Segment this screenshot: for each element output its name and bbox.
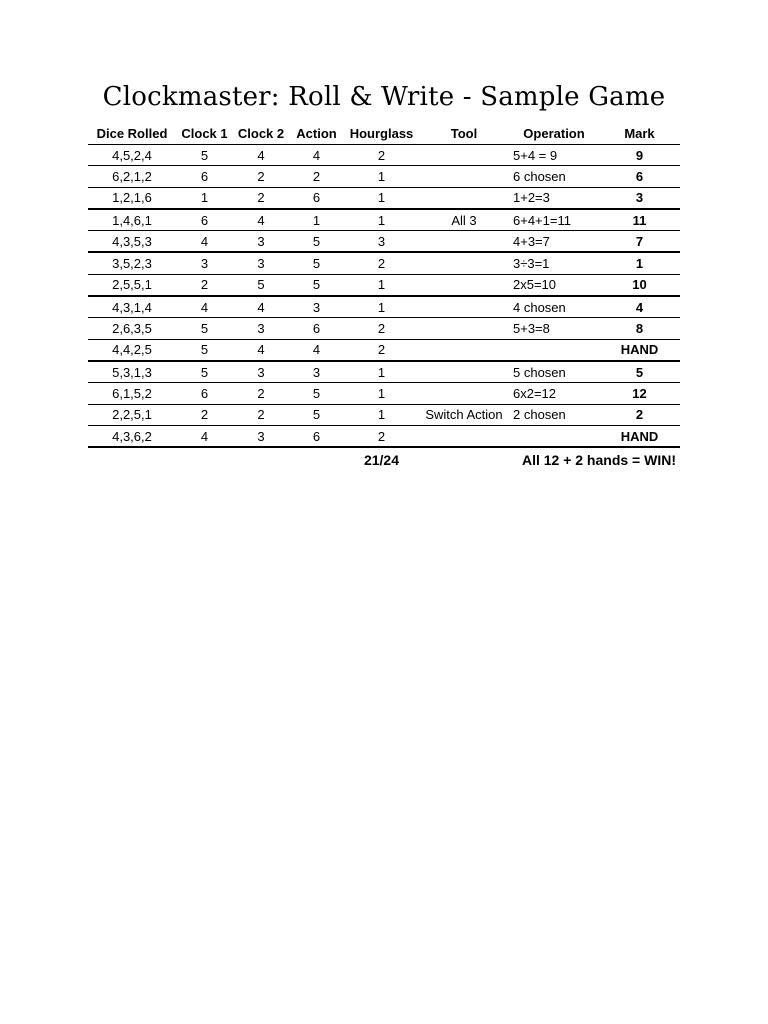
- operation-cell: 4 chosen: [509, 296, 599, 318]
- tool-cell: [419, 252, 509, 274]
- mark-cell: HAND: [599, 425, 680, 447]
- clock1-cell: 5: [176, 361, 233, 383]
- operation-cell: 1+2=3: [509, 187, 599, 209]
- clock1-cell: 4: [176, 296, 233, 318]
- dice-cell: 2,6,3,5: [88, 318, 176, 339]
- dice-cell: 6,2,1,2: [88, 166, 176, 187]
- hourglass-cell: 1: [344, 361, 419, 383]
- table-row: [88, 166, 680, 187]
- header-operation: Operation: [509, 122, 599, 145]
- clock2-cell: 3: [233, 318, 289, 339]
- clock2-cell: 2: [233, 383, 289, 404]
- action-cell: 2: [289, 166, 344, 187]
- tool-cell: [419, 361, 509, 383]
- footer-spacer: [88, 447, 344, 472]
- clock1-cell: 6: [176, 209, 233, 231]
- dice-cell: 5,3,1,3: [88, 361, 176, 383]
- clock2-cell: 4: [233, 209, 289, 231]
- tool-cell: [419, 166, 509, 187]
- tool-cell: [419, 274, 509, 296]
- mark-cell: 2: [599, 404, 680, 425]
- operation-cell: 5 chosen: [509, 361, 599, 383]
- operation-cell: 2 chosen: [509, 404, 599, 425]
- clock2-cell: 3: [233, 252, 289, 274]
- header-row: [88, 122, 680, 145]
- hourglass-cell: 3: [344, 231, 419, 253]
- operation-cell: [509, 339, 599, 361]
- hourglass-total: 21/24: [363, 452, 400, 469]
- dice-cell: 4,3,6,2: [88, 425, 176, 447]
- clock1-cell: 2: [176, 404, 233, 425]
- header-tool: Tool: [419, 122, 509, 145]
- tool-cell: [419, 145, 509, 166]
- dice-cell: 1,2,1,6: [88, 187, 176, 209]
- clock2-cell: 2: [233, 187, 289, 209]
- dice-cell: 2,2,5,1: [88, 404, 176, 425]
- operation-cell: 5+4 = 9: [509, 145, 599, 166]
- game-result: All 12 + 2 hands = WIN!: [521, 452, 676, 469]
- tool-cell: All 3: [419, 209, 509, 231]
- hourglass-cell: 1: [344, 296, 419, 318]
- tool-cell: [419, 318, 509, 339]
- dice-cell: 4,3,5,3: [88, 231, 176, 253]
- clock2-cell: 2: [233, 404, 289, 425]
- tool-cell: [419, 339, 509, 361]
- tool-cell: [419, 383, 509, 404]
- action-cell: 6: [289, 318, 344, 339]
- table-row: [88, 252, 680, 274]
- operation-cell: 2x5=10: [509, 274, 599, 296]
- table-row: [88, 425, 680, 447]
- operation-cell: 5+3=8: [509, 318, 599, 339]
- dice-cell: 2,5,5,1: [88, 274, 176, 296]
- table-row: [88, 404, 680, 425]
- header-mark: Mark: [599, 122, 680, 145]
- operation-cell: [509, 425, 599, 447]
- mark-cell: 9: [599, 145, 680, 166]
- table-row: [88, 145, 680, 166]
- table-row: [88, 339, 680, 361]
- mark-cell: 6: [599, 166, 680, 187]
- clock1-cell: 5: [176, 339, 233, 361]
- table-row: [88, 383, 680, 404]
- dice-cell: 4,5,2,4: [88, 145, 176, 166]
- mark-cell: 1: [599, 252, 680, 274]
- clock1-cell: 2: [176, 274, 233, 296]
- tool-cell: [419, 296, 509, 318]
- header-clock-2: Clock 2: [233, 122, 289, 145]
- action-cell: 4: [289, 145, 344, 166]
- table-row: [88, 361, 680, 383]
- hourglass-cell: 2: [344, 145, 419, 166]
- clock2-cell: 5: [233, 274, 289, 296]
- footer-row: [88, 447, 680, 472]
- hourglass-cell: 1: [344, 383, 419, 404]
- clock2-cell: 4: [233, 296, 289, 318]
- header-dice-rolled: Dice Rolled: [88, 122, 176, 145]
- clock1-cell: 1: [176, 187, 233, 209]
- action-cell: 5: [289, 252, 344, 274]
- page-title: Clockmaster: Roll & Write - Sample Game: [102, 82, 666, 112]
- action-cell: 5: [289, 274, 344, 296]
- hourglass-cell: 2: [344, 252, 419, 274]
- clock2-cell: 3: [233, 425, 289, 447]
- table-row: [88, 209, 680, 231]
- sample-game-table: [88, 122, 680, 472]
- mark-cell: 8: [599, 318, 680, 339]
- operation-cell: 6 chosen: [509, 166, 599, 187]
- action-cell: 3: [289, 361, 344, 383]
- dice-cell: 6,1,5,2: [88, 383, 176, 404]
- action-cell: 5: [289, 383, 344, 404]
- hourglass-cell: 1: [344, 209, 419, 231]
- hourglass-cell: 2: [344, 425, 419, 447]
- clock1-cell: 3: [176, 252, 233, 274]
- table-row: [88, 296, 680, 318]
- mark-cell: 12: [599, 383, 680, 404]
- clock1-cell: 4: [176, 425, 233, 447]
- clock1-cell: 6: [176, 166, 233, 187]
- clock2-cell: 3: [233, 361, 289, 383]
- tool-cell: [419, 231, 509, 253]
- operation-cell: 3÷3=1: [509, 252, 599, 274]
- action-cell: 3: [289, 296, 344, 318]
- header-hourglass: Hourglass: [344, 122, 419, 145]
- clock2-cell: 4: [233, 145, 289, 166]
- table-row: [88, 274, 680, 296]
- mark-cell: HAND: [599, 339, 680, 361]
- action-cell: 5: [289, 231, 344, 253]
- tool-cell: Switch Action: [419, 404, 509, 425]
- table-row: [88, 187, 680, 209]
- action-cell: 1: [289, 209, 344, 231]
- mark-cell: 5: [599, 361, 680, 383]
- mark-cell: 3: [599, 187, 680, 209]
- action-cell: 6: [289, 425, 344, 447]
- action-cell: 4: [289, 339, 344, 361]
- hourglass-cell: 2: [344, 318, 419, 339]
- dice-cell: 4,4,2,5: [88, 339, 176, 361]
- hourglass-cell: 1: [344, 187, 419, 209]
- mark-cell: 11: [599, 209, 680, 231]
- clock1-cell: 5: [176, 318, 233, 339]
- tool-cell: [419, 425, 509, 447]
- tool-cell: [419, 187, 509, 209]
- dice-cell: 1,4,6,1: [88, 209, 176, 231]
- operation-cell: 6x2=12: [509, 383, 599, 404]
- clock1-cell: 5: [176, 145, 233, 166]
- hourglass-cell: 1: [344, 404, 419, 425]
- clock1-cell: 6: [176, 383, 233, 404]
- operation-cell: 6+4+1=11: [509, 209, 599, 231]
- mark-cell: 7: [599, 231, 680, 253]
- mark-cell: 4: [599, 296, 680, 318]
- clock2-cell: 4: [233, 339, 289, 361]
- dice-cell: 4,3,1,4: [88, 296, 176, 318]
- dice-cell: 3,5,2,3: [88, 252, 176, 274]
- header-action: Action: [289, 122, 344, 145]
- clock2-cell: 3: [233, 231, 289, 253]
- clock2-cell: 2: [233, 166, 289, 187]
- table-row: [88, 318, 680, 339]
- operation-cell: 4+3=7: [509, 231, 599, 253]
- clock1-cell: 4: [176, 231, 233, 253]
- action-cell: 5: [289, 404, 344, 425]
- header-clock-1: Clock 1: [176, 122, 233, 145]
- mark-cell: 10: [599, 274, 680, 296]
- action-cell: 6: [289, 187, 344, 209]
- hourglass-cell: 1: [344, 166, 419, 187]
- hourglass-cell: 1: [344, 274, 419, 296]
- hourglass-cell: 2: [344, 339, 419, 361]
- table-row: [88, 231, 680, 253]
